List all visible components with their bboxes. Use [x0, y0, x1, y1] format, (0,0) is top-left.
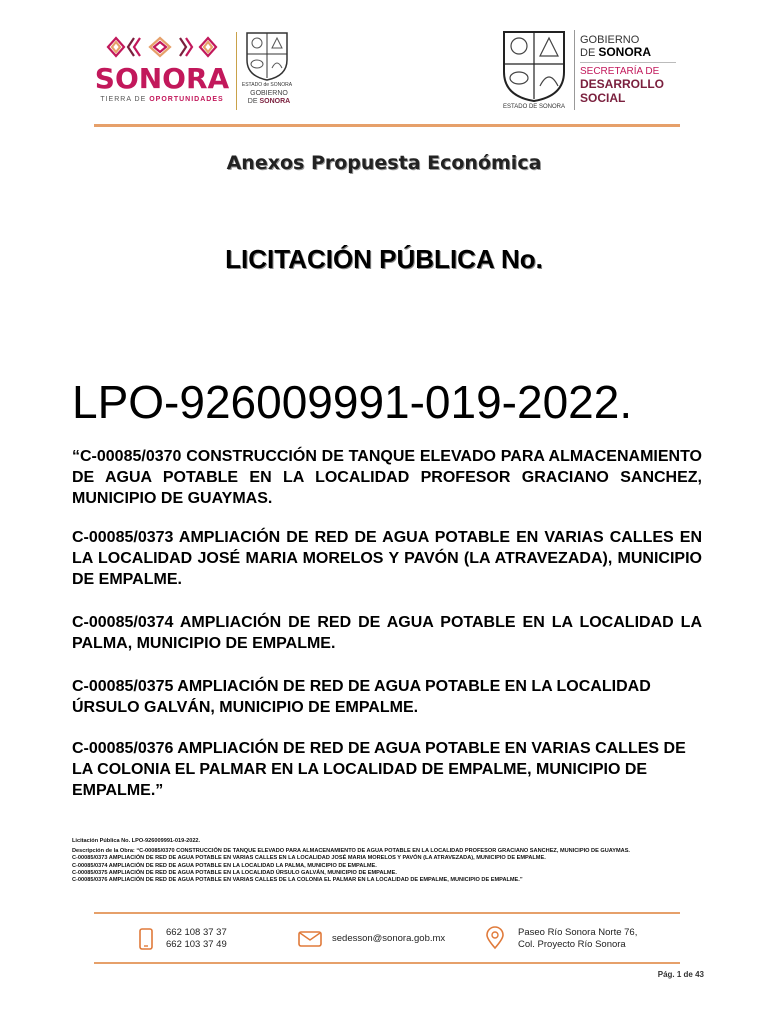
page-number: Pág. 1 de 43: [657, 970, 704, 979]
state-shield-large-label: ESTADO DE SONORA: [503, 104, 565, 110]
work-description-0375: C-00085/0375 AMPLIACIÓN DE RED DE AGUA POTABLE EN LA LOCALIDAD ÚRSULO GALVÁN, MUNICIPIO DE EMPALME.: [72, 678, 651, 716]
footer-rule-top: [94, 912, 680, 914]
gobierno-desarrollo-social-label: GOBIERNO DE SONORA SECRETARÍA DE DESARROLLO SOCIAL: [580, 34, 690, 105]
sonora-pattern-icon: [104, 34, 222, 60]
envelope-icon: [298, 931, 322, 947]
work-description-0370: “C-00085/0370 CONSTRUCCIÓN DE TANQUE ELEVADO PARA ALMACENAMIENTO DE AGUA POTABLE EN LA LOCALIDAD PROFESOR GRACIANO SANCHEZ, MUNICIPIO DE GUAYMAS.: [72, 448, 702, 507]
sonora-wordmark: SONORA: [94, 62, 230, 95]
gobierno-small-label: GOBIERNO DE SONORA: [247, 90, 291, 105]
state-shield-label: ESTADO de SONORA: [241, 82, 293, 88]
state-shield-large-icon: [500, 28, 568, 104]
work-description-0376: C-00085/0376 AMPLIACIÓN DE RED DE AGUA POTABLE EN VARIAS CALLES DE LA COLONIA EL PALMAR EN LA LOCALIDAD DE EMPALME, MUNICIPIO DE EMPALME.”: [72, 740, 686, 799]
tender-number: LPO-926009991-019-2022.: [72, 376, 633, 428]
document-title: LICITACIÓN PÚBLICA No.: [225, 244, 543, 274]
phone-number-1: 662 108 37 37: [166, 927, 227, 938]
phone-icon: [136, 928, 156, 950]
address-line-1: Paseo Río Sonora Norte 76,: [518, 927, 638, 938]
footer-email: sedesson@sonora.gob.mx: [332, 933, 446, 944]
sonora-brand-logo: [92, 30, 232, 110]
document-subtitle: Anexos Propuesta Económica: [226, 152, 542, 174]
summary-item: C-00085/0375 AMPLIACIÓN DE RED DE AGUA POTABLE EN LA LOCALIDAD ÚRSULO GALVÁN, MUNICIPIO DE EMPALME.: [72, 869, 397, 876]
footer-rule-bottom: [94, 962, 680, 964]
summary-item: C-00085/0373 AMPLIACIÓN DE RED DE AGUA POTABLE EN VARIAS CALLES EN LA LOCALIDAD JOSÉ MARIA MORELOS Y PAVÓN (LA ATRAVEZADA), MUNICIPIO DE EMPALME.: [72, 855, 546, 862]
header-divider: [236, 32, 237, 110]
state-shield-icon: [244, 30, 290, 82]
location-pin-icon: [484, 926, 506, 950]
summary-description: Descripción de la Obra: “C-00085/0370 CONSTRUCCIÓN DE TANQUE ELEVADO PARA ALMACENAMIENTO DE AGUA POTABLE EN LA LOCALIDAD PROFESOR GRACIANO SANCHEZ, MUNICIPIO DE GUAYMAS.: [72, 848, 630, 855]
summary-tender: Licitación Pública No. LPO-926009991-019-2022.: [72, 838, 201, 844]
footer-phones: [166, 927, 227, 951]
header-rule: [94, 124, 680, 127]
summary-item: C-00085/0374 AMPLIACIÓN DE RED DE AGUA POTABLE EN LA LOCALIDAD LA PALMA, MUNICIPIO DE EMPALME.: [72, 862, 377, 869]
work-description-0373: C-00085/0373 AMPLIACIÓN DE RED DE AGUA POTABLE EN VARIAS CALLES EN LA LOCALIDAD JOSÉ MARIA MORELOS Y PAVÓN (LA ATRAVEZADA), MUNICIPIO DE EMPALME.: [72, 529, 702, 588]
work-description-0374: C-00085/0374 AMPLIACIÓN DE RED DE AGUA POTABLE EN LA LOCALIDAD LA PALMA, MUNICIPIO DE EMPALME.: [72, 614, 702, 652]
address-line-2: Col. Proyecto Río Sonora: [518, 939, 626, 950]
sonora-tagline: TIERRA DE OPORTUNIDADES: [100, 96, 224, 103]
header-divider-right: [574, 30, 575, 110]
phone-number-2: 662 103 37 49: [166, 939, 227, 950]
summary-item: C-00085/0376 AMPLIACIÓN DE RED DE AGUA POTABLE EN VARIAS CALLES DE LA COLONIA EL PALMAR EN LA LOCALIDAD DE EMPALME, MUNICIPIO DE EMPALME.”: [72, 877, 523, 884]
summary-block: [72, 838, 702, 884]
footer-address: [518, 927, 637, 951]
